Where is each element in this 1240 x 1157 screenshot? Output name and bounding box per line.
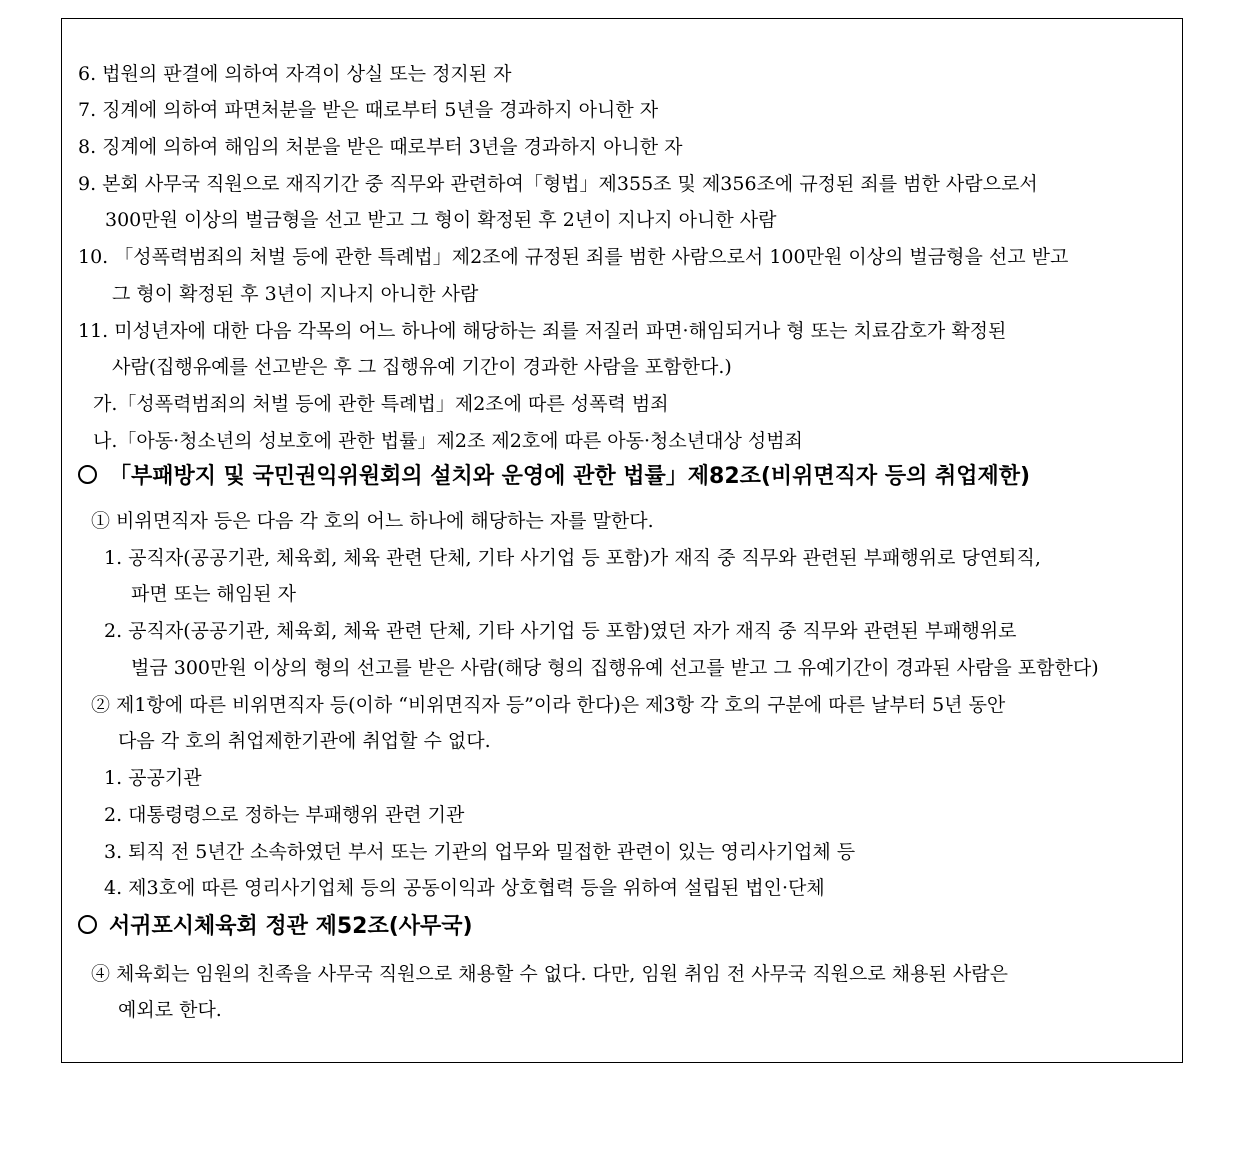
item-10: 10. 「성폭력범죄의 처벌 등에 관한 특례법」제2조에 규정된 죄를 범한 사람으로서 100만원 이상의 벌금형을 선고 받고 xyxy=(78,246,1069,268)
item-6: 6. 법원의 판결에 의하여 자격이 상실 또는 정지된 자 xyxy=(78,63,512,85)
circle-bullet-icon xyxy=(78,915,97,934)
circle-bullet-icon xyxy=(78,465,97,484)
item-8: 8. 징계에 의하여 해임의 처분을 받은 때로부터 3년을 경과하지 아니한 자 xyxy=(78,136,683,158)
clause-1: ① 비위면직자 등은 다음 각 호의 어느 하나에 해당하는 자를 말한다. xyxy=(91,510,654,532)
clause-2-item-3: 3. 퇴직 전 5년간 소속하였던 부서 또는 기관의 업무와 밀접한 관련이 있는 영리사기업체 등 xyxy=(104,841,856,863)
item-7: 7. 징계에 의하여 파면처분을 받은 때로부터 5년을 경과하지 아니한 자 xyxy=(78,99,659,121)
clause-4: ④ 체육회는 임원의 친족을 사무국 직원으로 채용할 수 없다. 다만, 임원 취임 전 사무국 직원으로 채용된 사람은 xyxy=(91,963,1008,985)
clause-2-item-4: 4. 제3호에 따른 영리사기업체 등의 공동이익과 상호협력 등을 위하여 설립된 법인·단체 xyxy=(104,877,825,899)
clause-2-item-1: 1. 공공기관 xyxy=(104,767,202,789)
heading-article-52 xyxy=(78,912,473,942)
clause-2-item-2: 2. 대통령령으로 정하는 부패행위 관련 기관 xyxy=(104,804,465,826)
clause-4-cont: 예외로 한다. xyxy=(118,999,222,1021)
item-10-cont: 그 형이 확정된 후 3년이 지나지 아니한 사람 xyxy=(112,283,479,305)
heading-article-82 xyxy=(78,462,1030,492)
clause-2: ② 제1항에 따른 비위면직자 등(이하 “비위면직자 등”이라 한다)은 제3항 각 호의 구분에 따른 날부터 5년 동안 xyxy=(91,694,1006,716)
item-11: 11. 미성년자에 대한 다음 각목의 어느 하나에 해당하는 죄를 저질러 파면·해임되거나 형 또는 치료감호가 확정된 xyxy=(78,320,1007,342)
clause-2-cont: 다음 각 호의 취업제한기관에 취업할 수 없다. xyxy=(118,730,491,752)
clause-1-item-2: 2. 공직자(공공기관, 체육회, 체육 관련 단체, 기타 사기업 등 포함)였던 자가 재직 중 직무와 관련된 부패행위로 xyxy=(104,620,1017,642)
sub-item-ga: 가.「성폭력범죄의 처벌 등에 관한 특례법」제2조에 따른 성폭력 범죄 xyxy=(93,393,669,415)
clause-1-item-2-cont: 벌금 300만원 이상의 형의 선고를 받은 사람(해당 형의 집행유예 선고를 받고 그 유예기간이 경과된 사람을 포함한다) xyxy=(131,657,1099,679)
item-11-cont: 사람(집행유예를 선고받은 후 그 집행유예 기간이 경과한 사람을 포함한다.) xyxy=(112,356,732,378)
clause-1-item-1-cont: 파면 또는 해임된 자 xyxy=(131,583,296,605)
heading-text: 서귀포시체육회 정관 제52조(사무국) xyxy=(109,914,473,939)
clause-1-item-1: 1. 공직자(공공기관, 체육회, 체육 관련 단체, 기타 사기업 등 포함)가 재직 중 직무와 관련된 부패행위로 당연퇴직, xyxy=(104,547,1041,569)
item-9: 9. 본회 사무국 직원으로 재직기간 중 직무와 관련하여「형법」제355조 및 제356조에 규정된 죄를 범한 사람으로서 xyxy=(78,173,1038,195)
item-9-cont: 300만원 이상의 벌금형을 선고 받고 그 형이 확정된 후 2년이 지나지 아니한 사람 xyxy=(105,209,777,231)
sub-item-na: 나.「아동·청소년의 성보호에 관한 법률」제2조 제2호에 따른 아동·청소년대상 성범죄 xyxy=(93,430,803,452)
heading-text: 「부패방지 및 국민권익위원회의 설치와 운영에 관한 법률」제82조(비위면직자 등의 취업제한) xyxy=(109,464,1031,489)
